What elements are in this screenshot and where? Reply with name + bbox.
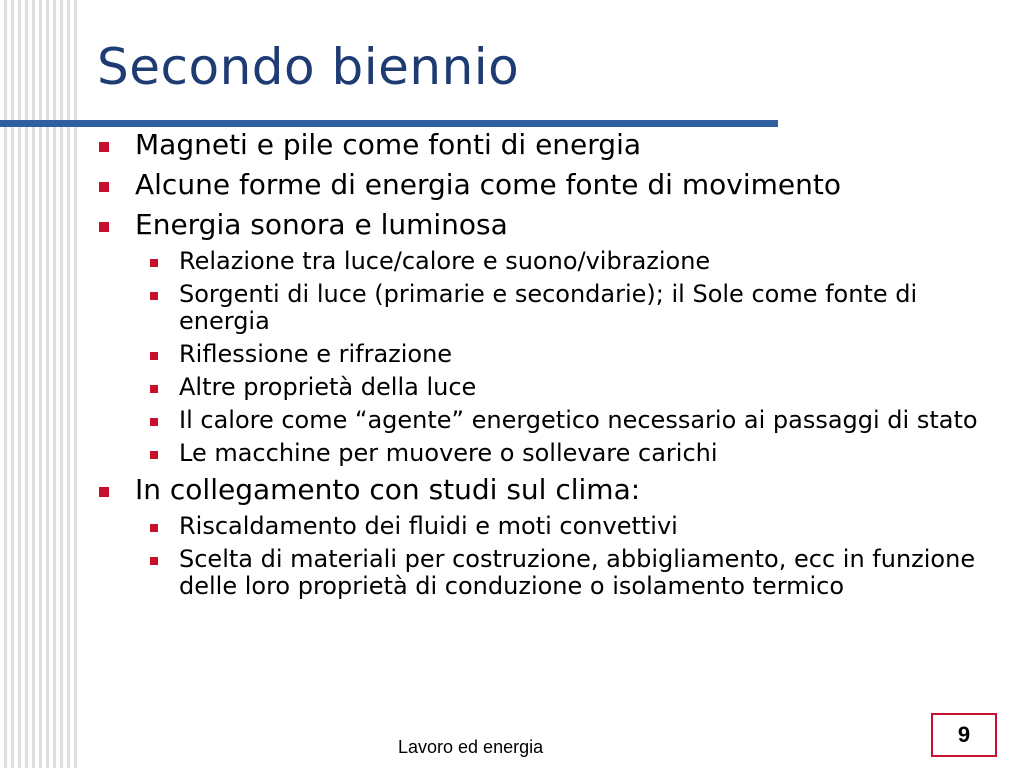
- bullet-item: [97, 168, 1012, 202]
- sub-bullet-text: Riflessione e rifrazione: [179, 340, 453, 368]
- bullet-item: [97, 128, 1012, 162]
- slide-footer: Lavoro ed energia: [398, 737, 544, 757]
- sub-bullet-square-icon: [150, 418, 158, 426]
- sub-bullet-square-icon: [150, 259, 158, 267]
- bullet-item: [97, 208, 1012, 242]
- bullet-text: Magneti e pile come fonti di energia: [135, 128, 642, 161]
- sub-bullet-square-icon: [150, 451, 158, 459]
- slide-title: Secondo biennio: [97, 38, 520, 96]
- title-underline: [0, 120, 778, 127]
- sub-bullet-square-icon: [150, 292, 158, 300]
- bullet-item: [97, 473, 1012, 507]
- sub-bullet-square-icon: [150, 352, 158, 360]
- sub-bullet-text: Le macchine per muovere o sollevare carichi: [179, 439, 718, 467]
- bullet-list: [97, 128, 1012, 600]
- sub-bullet-square-icon: [150, 385, 158, 393]
- sub-bullet-square-icon: [150, 524, 158, 532]
- bullet-square-icon: [99, 182, 109, 192]
- sub-bullet-item: [97, 407, 1012, 434]
- sub-bullet-text: Relazione tra luce/calore e suono/vibrazione: [179, 247, 711, 275]
- sub-bullet-square-icon: [150, 557, 158, 565]
- bullet-square-icon: [99, 142, 109, 152]
- sub-bullet-text: Sorgenti di luce (primarie e secondarie); il Sole come fonte di energia: [179, 280, 918, 335]
- bullet-text: In collegamento con studi sul clima:: [135, 473, 641, 506]
- sub-bullet-text: Riscaldamento dei fluidi e moti convettivi: [179, 512, 678, 540]
- bullet-square-icon: [99, 487, 109, 497]
- sub-bullet-item: [97, 440, 1012, 467]
- sub-bullet-item: [97, 513, 1012, 540]
- sub-bullet-text: Altre proprietà della luce: [179, 373, 477, 401]
- bullet-text: Alcune forme di energia come fonte di movimento: [135, 168, 841, 201]
- bullet-text: Energia sonora e luminosa: [135, 208, 508, 241]
- sub-bullet-item: [97, 248, 1012, 275]
- sub-bullet-item: [97, 281, 1012, 335]
- bullet-square-icon: [99, 222, 109, 232]
- sub-bullet-text: Il calore come “agente” energetico necessario ai passaggi di stato: [179, 406, 978, 434]
- page-number: 9: [931, 713, 997, 757]
- sub-bullet-text: Scelta di materiali per costruzione, abbigliamento, ecc in funzione delle loro proprietà di conduzione o isolamento termico: [179, 545, 976, 600]
- sub-bullet-item: [97, 341, 1012, 368]
- sub-bullet-item: [97, 546, 1012, 600]
- sub-bullet-item: [97, 374, 1012, 401]
